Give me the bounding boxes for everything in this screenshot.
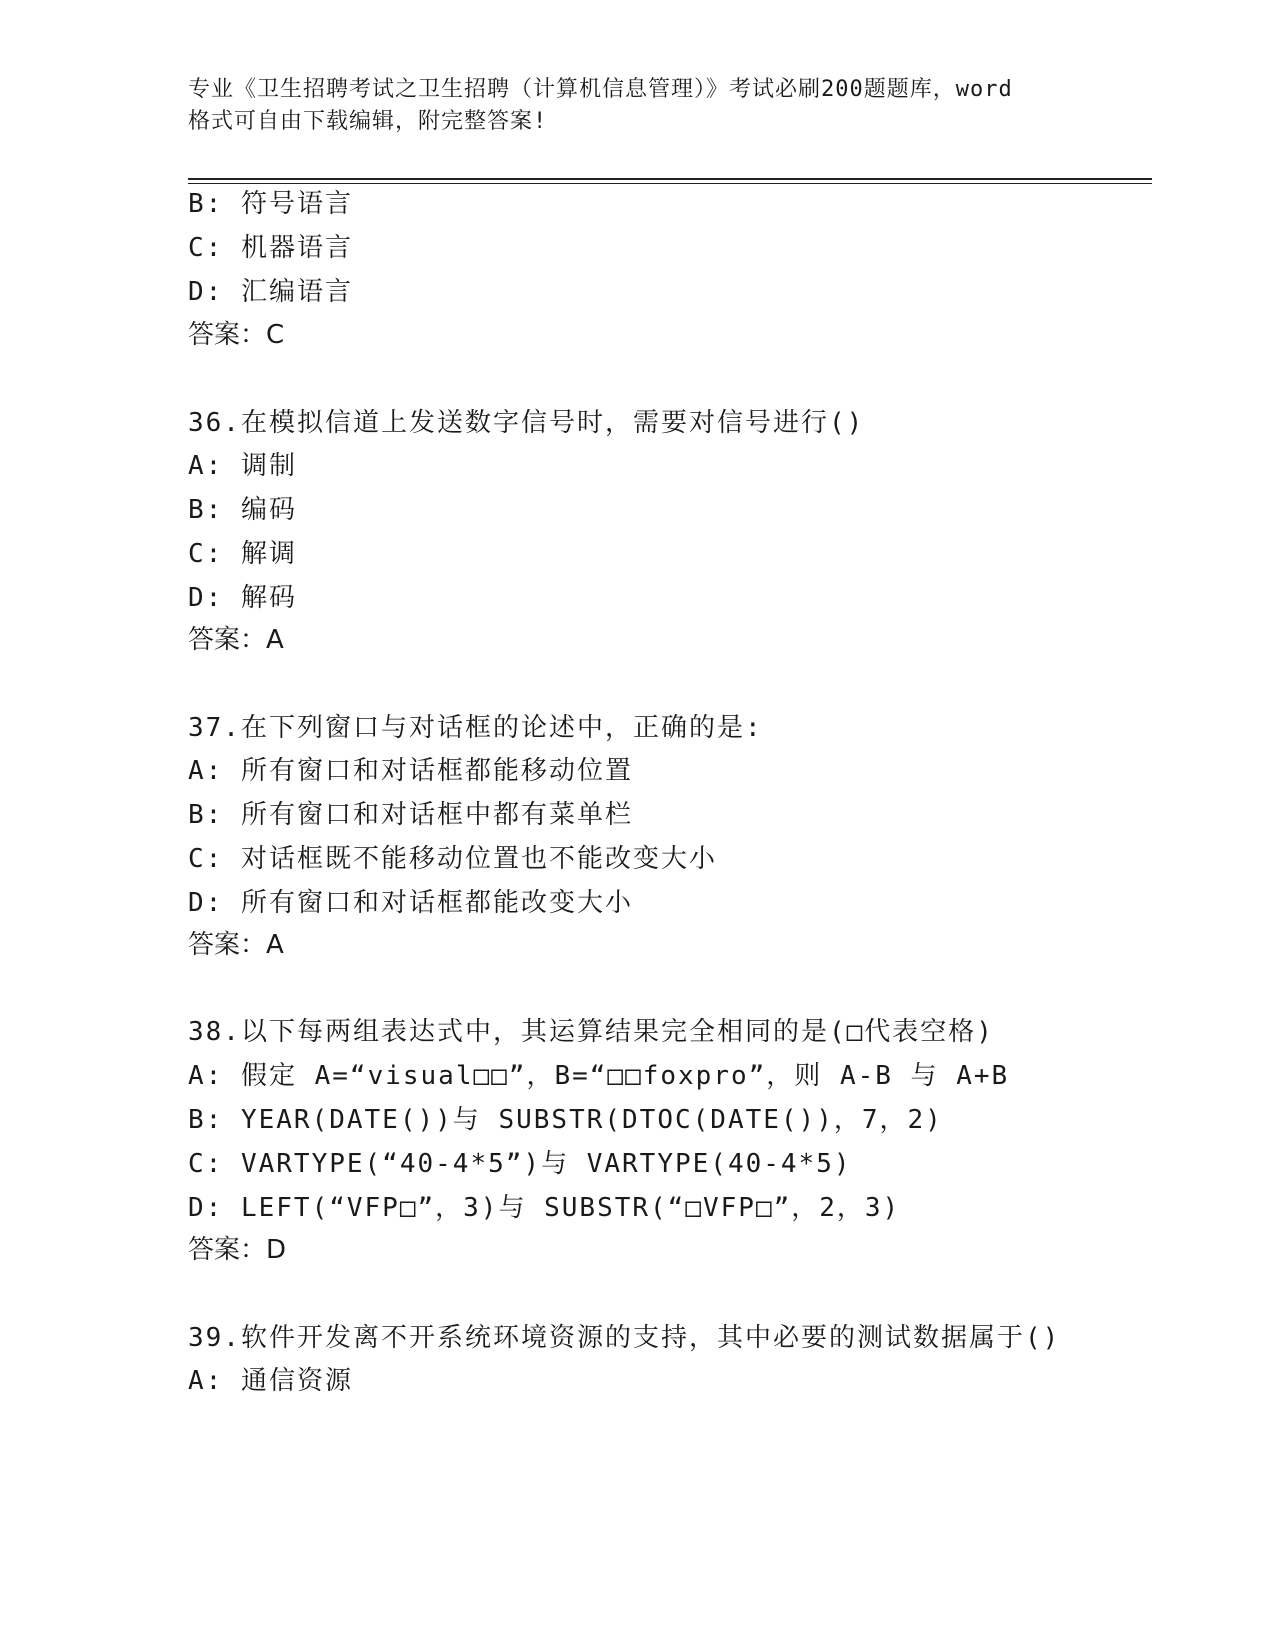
q37-option-c: C: 对话框既不能移动位置也不能改变大小	[188, 844, 717, 874]
q38-option-b: B: YEAR(DATE())与 SUBSTR(DTOC(DATE())，7，2)	[188, 1105, 943, 1135]
q35-option-c: C: 机器语言	[188, 233, 353, 263]
q39-option-a: A: 通信资源	[188, 1366, 353, 1396]
q36-answer: 答案：A	[188, 625, 284, 655]
header-divider-thick	[188, 178, 1152, 180]
q36-question: 36.在模拟信道上发送数字信号时，需要对信号进行()	[188, 408, 865, 438]
q38-option-c: C: VARTYPE(“40-4*5”)与 VARTYPE(40-4*5)	[188, 1149, 852, 1179]
q36-option-d: D: 解码	[188, 583, 297, 613]
q37-question: 37.在下列窗口与对话框的论述中，正确的是:	[188, 713, 763, 743]
header-line-2: 格式可自由下载编辑，附完整答案!	[188, 109, 548, 134]
document-header	[188, 74, 1088, 138]
header-line-1: 专业《卫生招聘考试之卫生招聘（计算机信息管理）》考试必刷200题题库，word	[188, 77, 1013, 102]
q39-question: 39.软件开发离不开系统环境资源的支持，其中必要的测试数据属于()	[188, 1323, 1061, 1353]
q37-option-d: D: 所有窗口和对话框都能改变大小	[188, 888, 633, 918]
q38-answer: 答案：D	[188, 1235, 287, 1265]
q38-option-a: A: 假定 A=“visual□□”，B=“□□foxpro”，则 A-B 与 A+B	[188, 1061, 1010, 1091]
q35-option-d: D: 汇编语言	[188, 277, 353, 307]
q35-option-b: B: 符号语言	[188, 189, 353, 219]
q37-option-a: A: 所有窗口和对话框都能移动位置	[188, 756, 633, 786]
header-divider-thin	[188, 183, 1152, 184]
q35-answer: 答案：C	[188, 320, 285, 350]
q38-option-d: D: LEFT(“VFP□”，3)与 SUBSTR(“□VFP□”，2，3)	[188, 1193, 901, 1223]
q37-answer: 答案：A	[188, 930, 284, 960]
q36-option-a: A: 调制	[188, 451, 297, 481]
q36-option-c: C: 解调	[188, 539, 297, 569]
q36-option-b: B: 编码	[188, 495, 297, 525]
q38-question: 38.以下每两组表达式中，其运算结果完全相同的是(□代表空格)	[188, 1017, 994, 1047]
q37-option-b: B: 所有窗口和对话框中都有菜单栏	[188, 800, 633, 830]
